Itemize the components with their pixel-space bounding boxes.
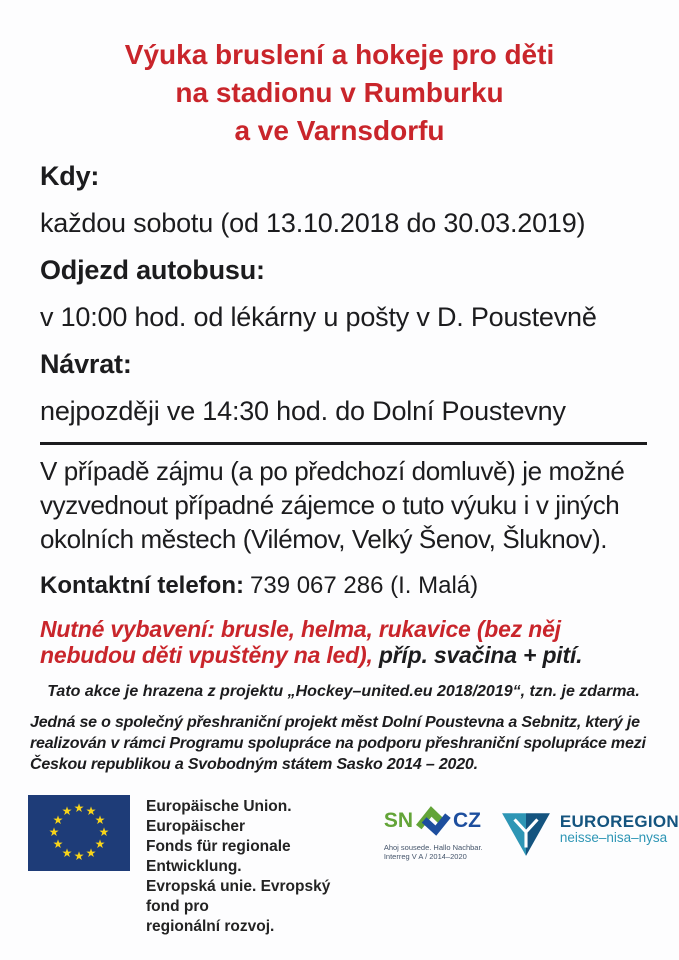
- eu-star-icon: ★: [85, 846, 97, 860]
- page-title: [0, 0, 679, 150]
- interreg-tagline-line: Ahoj sousede. Hallo Nachbar.: [383, 843, 483, 852]
- eu-star-icon: ★: [61, 846, 73, 860]
- eu-star-icon: ★: [94, 813, 106, 827]
- logo-strip: [0, 795, 679, 937]
- interreg-tagline-line: Interreg V A / 2014–2020: [383, 852, 467, 861]
- return-value: nejpozději ve 14:30 hod. do Dolní Poustevny: [40, 396, 566, 426]
- interreg-tagline: [384, 843, 488, 861]
- eu-funding-text-line: Fonds für regionale Entwicklung.: [146, 838, 291, 875]
- departure-value: v 10:00 hod. od lékárny u pošty v D. Poustevně: [40, 302, 597, 332]
- euroregion-subtitle: neisse–nisa–nysa: [559, 830, 668, 845]
- eu-funding-text: [146, 795, 364, 937]
- title-line: Výuka bruslení a hokeje pro děti: [124, 39, 555, 70]
- funding-note: Tato akce je hrazena z projektu „Hockey–united.eu 2018/2019“, tzn. je zdarma.: [47, 683, 640, 700]
- euroregion-triangle-icon: [500, 809, 552, 859]
- eu-star-icon: ★: [61, 804, 73, 818]
- contact-label: Kontaktní telefon:: [40, 572, 244, 599]
- departure-label: Odjezd autobusu:: [40, 255, 265, 285]
- title-line: na stadionu v Rumburku: [175, 77, 504, 108]
- euroregion-wordmark: [560, 809, 679, 846]
- flyer-body: [0, 150, 679, 775]
- contact-value: 739 067 286 (I. Malá): [250, 572, 479, 599]
- eu-funding-text-line: Evropská unie. Evropský fond pro: [146, 878, 331, 915]
- eu-star-icon: ★: [94, 837, 106, 851]
- divider: [40, 442, 647, 445]
- eu-star-icon: ★: [85, 804, 97, 818]
- when-label: Kdy:: [40, 161, 100, 191]
- eu-funding-text-line: Europäische Union. Europäischer: [146, 798, 292, 835]
- when-value: každou sobotu (od 13.10.2018 do 30.03.2019): [40, 208, 586, 238]
- eu-star-icon: ★: [52, 837, 64, 851]
- euroregion-name: EUROREGION: [559, 812, 679, 831]
- interreg-sn-cz-logo: [384, 795, 488, 861]
- title-line: a ve Varnsdorfu: [234, 115, 445, 146]
- eu-flag-icon: [28, 795, 130, 871]
- pickup-note: V případě zájmu (a po předchozí domluvě) je možné vyzvednout případné zájemce o tuto výuku i v jiných okolních městech (Vilémov, Velký Šenov, Šluknov).: [40, 456, 625, 554]
- cz-label: CZ: [453, 809, 481, 832]
- eu-star-icon: ★: [73, 801, 85, 815]
- contact-line: [40, 572, 647, 600]
- euroregion-logo: [500, 795, 679, 859]
- interreg-sn-cz-wordmark: [384, 805, 488, 837]
- eu-funding-text-line: regionální rozvoj.: [146, 918, 275, 935]
- eu-star-icon: ★: [52, 813, 64, 827]
- equipment-optional-text: příp. svačina + pití.: [378, 642, 583, 668]
- sn-cz-diamond-icon: [414, 805, 452, 837]
- eu-star-icon: ★: [98, 825, 110, 839]
- return-label: Návrat:: [40, 349, 132, 379]
- eu-star-icon: ★: [73, 849, 85, 863]
- eu-star-icon: ★: [48, 825, 60, 839]
- project-note: Jedná se o společný přeshraniční projekt měst Dolní Poustevna a Sebnitz, který je realizován v rámci Programu spolupráce na podporu přeshraniční spolupráce mezi Českou republikou a Svobodným státem Sasko 2014 – 2020.: [30, 714, 646, 773]
- equipment-required-text: Nutné vybavení: brusle, helma, rukavice (bez něj nebudou děti vpuštěny na led),: [40, 616, 561, 668]
- equipment-note: [40, 616, 647, 668]
- sn-label: SN: [383, 809, 413, 832]
